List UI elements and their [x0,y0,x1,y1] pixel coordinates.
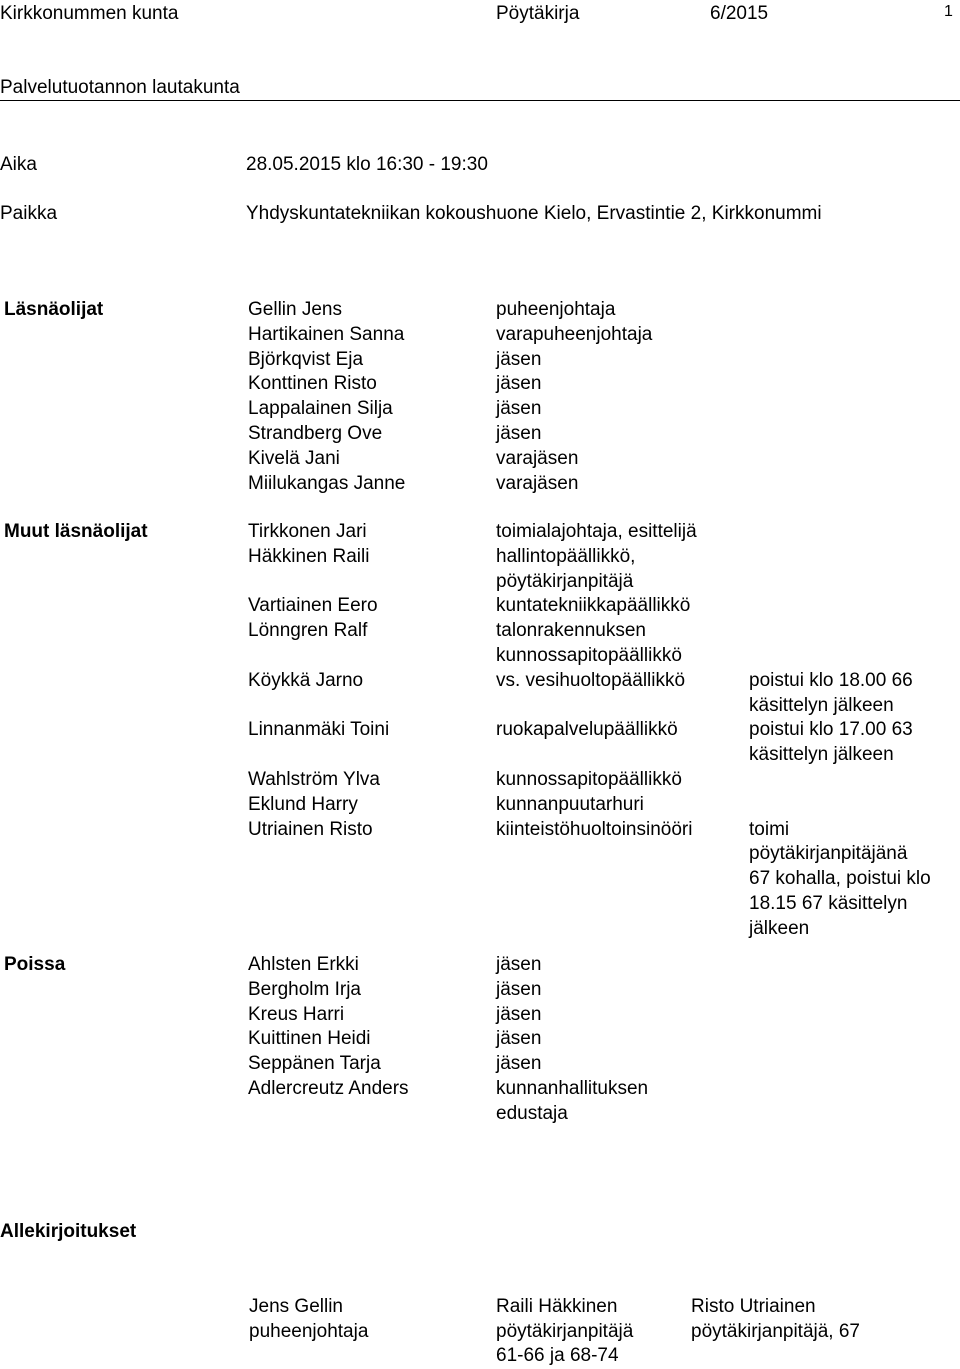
person-role: jäsen [496,373,542,395]
table-row [0,1003,960,1028]
table-row [0,718,960,743]
person-name: Köykkä Jarno [248,669,364,691]
table-row [0,1027,960,1052]
person-name: Miilukangas Janne [248,472,406,494]
person-role: ruokapalvelupäällikkö [496,719,678,741]
table-row [0,793,960,818]
person-name: Konttinen Risto [248,373,377,395]
person-role: kunnossapitopäällikkö [496,644,682,666]
table-row [0,953,960,978]
person-name: Bergholm Irja [248,978,361,1000]
table-row [0,1077,960,1102]
person-note: pöytäkirjanpitäjänä [749,843,908,865]
table-row [0,818,960,843]
signature-block-secretary-67 [691,1295,860,1344]
table-row [0,545,960,570]
table-row [0,422,960,447]
person-name: Björkqvist Eja [248,348,364,370]
person-note: poistui klo 18.00 66 [749,669,913,691]
header-doc-number: 6/2015 [710,3,769,24]
table-row [0,892,960,917]
table-row [0,768,960,793]
table-row [0,520,960,545]
person-name: Eklund Harry [248,793,358,815]
signature-name: Risto Utriainen [691,1296,816,1317]
table-row [0,743,960,768]
person-name: Linnanmäki Toini [248,719,390,741]
header-divider [0,100,960,101]
time-label: Aika [0,154,37,175]
person-name: Vartiainen Eero [248,595,378,617]
signature-block-chair [249,1295,368,1344]
header-municipality: Kirkkonummen kunta [0,3,179,24]
table-row [0,842,960,867]
person-role: kunnanpuutarhuri [496,793,644,815]
signature-name: Jens Gellin [249,1296,343,1317]
person-name: Tirkkonen Jari [248,521,367,542]
person-role: jäsen [496,422,542,444]
table-row [0,1052,960,1077]
person-role: jäsen [496,954,542,975]
person-name: Lappalainen Silja [248,398,393,420]
person-name: Utriainen Risto [248,818,373,840]
person-name: Häkkinen Raili [248,545,370,567]
person-role: kunnossapitopäällikkö [496,768,682,790]
absent-label: Poissa [4,954,66,975]
present-list [0,298,960,496]
table-row [0,594,960,619]
person-name: Hartikainen Sanna [248,323,405,345]
person-role: kunnanhallituksen [496,1077,649,1099]
table-row [0,644,960,669]
person-role: pöytäkirjanpitäjä [496,570,634,592]
person-name: Adlercreutz Anders [248,1077,409,1099]
person-name: Wahlström Ylva [248,768,380,790]
person-role: talonrakennuksen [496,620,646,642]
table-row [0,917,960,942]
signatures-label: Allekirjoitukset [0,1221,137,1242]
table-row [0,447,960,472]
person-note: käsittelyn jälkeen [749,694,894,716]
person-note: toimi [749,818,790,840]
table-row [0,619,960,644]
person-note: käsittelyn jälkeen [749,744,894,766]
signature-sections: 61-66 ja 68-74 [496,1345,619,1366]
present-label: Läsnäolijat [4,299,104,320]
person-name: Kuittinen Heidi [248,1028,371,1050]
person-role: jäsen [496,978,542,1000]
person-role: edustaja [496,1102,568,1124]
person-name: Kivelä Jani [248,447,340,469]
signature-role: puheenjohtaja [249,1320,369,1342]
committee-name: Palvelutuotannon lautakunta [0,77,240,98]
time-value: 28.05.2015 klo 16:30 - 19:30 [246,154,488,175]
person-name: Strandberg Ove [248,422,383,444]
absent-list [0,953,960,1127]
signature-role: pöytäkirjanpitäjä [496,1320,634,1342]
person-role: varajäsen [496,472,579,494]
table-row [0,323,960,348]
person-role: jäsen [496,1003,542,1025]
person-role: puheenjohtaja [496,299,616,320]
person-role: jäsen [496,398,542,420]
table-row [0,397,960,422]
person-role: jäsen [496,348,542,370]
table-row [0,1102,960,1127]
place-value: Yhdyskuntatekniikan kokoushuone Kielo, Ervastintie 2, Kirkkonummi [246,203,822,224]
others-label: Muut läsnäolijat [4,521,148,542]
table-row [0,372,960,397]
signature-block-secretary [496,1295,633,1369]
person-name: Gellin Jens [248,299,342,320]
person-role: hallintopäällikkö, [496,545,636,567]
table-row [0,669,960,694]
table-row [0,978,960,1003]
person-role: jäsen [496,1053,542,1075]
others-list [0,520,960,942]
signature-role: pöytäkirjanpitäjä, 67 [691,1320,860,1342]
person-role: kiinteistöhuoltoinsinööri [496,818,693,840]
person-role: varajäsen [496,447,579,469]
person-name: Seppänen Tarja [248,1053,381,1075]
table-row [0,694,960,719]
person-name: Lönngren Ralf [248,620,368,642]
table-row [0,298,960,323]
person-note: 67 kohalla, poistui klo [749,868,931,890]
header-page-number: 1 [944,3,953,20]
person-note: jälkeen [749,917,810,939]
person-name: Ahlsten Erkki [248,954,359,975]
person-role: jäsen [496,1028,542,1050]
header-doc-type: Pöytäkirja [496,3,580,24]
place-label: Paikka [0,203,58,224]
table-row [0,348,960,373]
person-name: Kreus Harri [248,1003,345,1025]
table-row [0,472,960,497]
signature-name: Raili Häkkinen [496,1296,618,1317]
person-note: 18.15 67 käsittelyn [749,892,908,914]
person-note: poistui klo 17.00 63 [749,719,913,741]
person-role: vs. vesihuoltopäällikkö [496,669,686,691]
table-row [0,570,960,595]
table-row [0,867,960,892]
person-role: kuntatekniikkapäällikkö [496,595,691,617]
person-role: varapuheenjohtaja [496,323,653,345]
person-role: toimialajohtaja, esittelijä [496,521,697,542]
